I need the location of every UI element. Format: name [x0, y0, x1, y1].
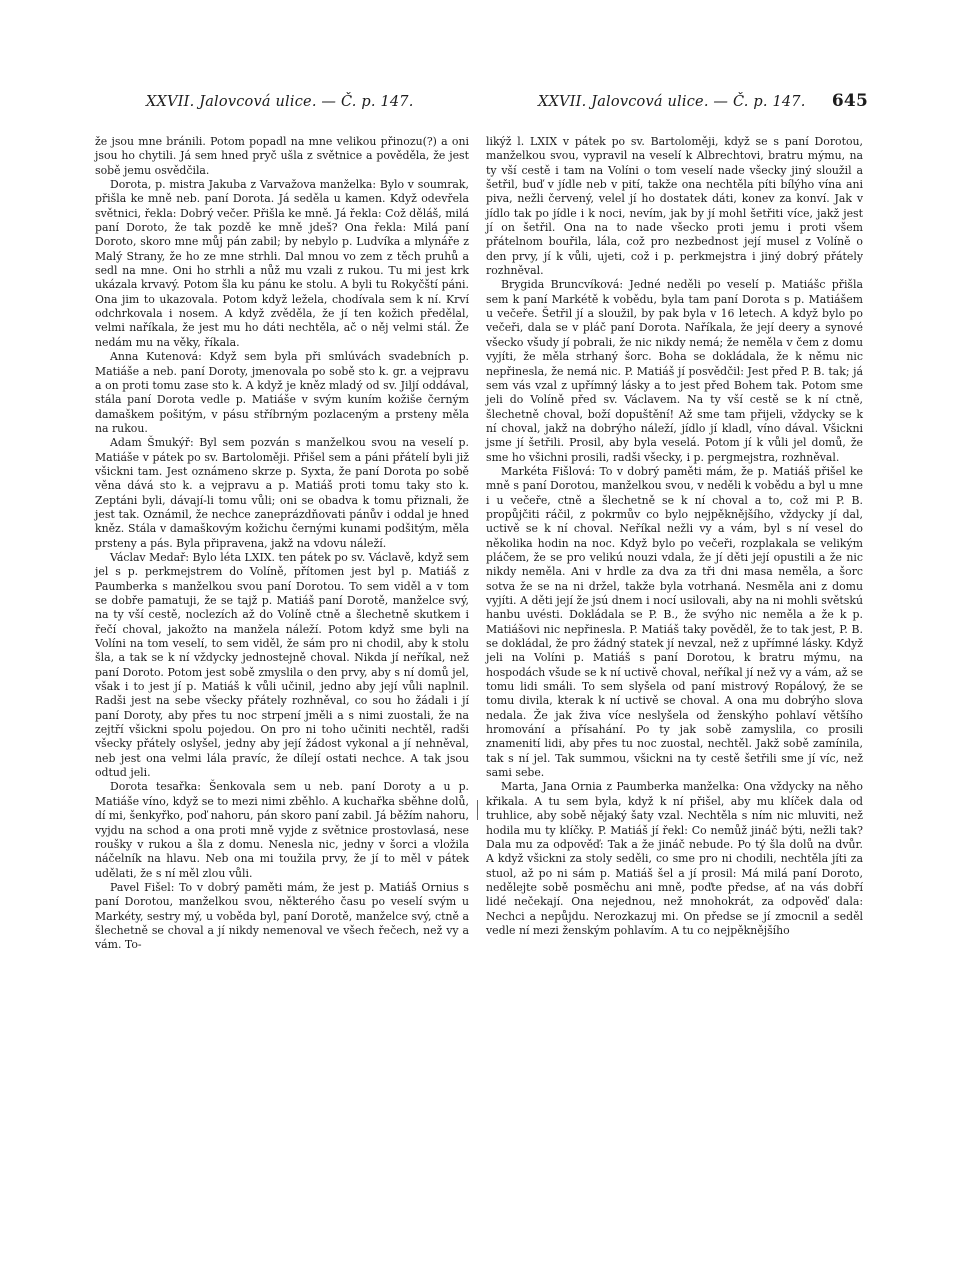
header-title-left: XXVII. Jalovcová ulice. — Č. p. 147. — [146, 94, 414, 110]
page-number: 645 — [831, 91, 868, 111]
paragraph: Václav Medař: Bylo léta LXIX. ten pátek po sv. Václavě, když sem jel s p. perkmejstrem do Volíně, přítomen jest byl p. Matiáš z Paumberka s manželkou svou paní Dorotou. To sem viděl a v tom se dobře pamatuji, že se tajž p. Matiáš paní Dorotě, manželce svý, na ty vší cestě, noclezích až do Volíně ctně a šlechetně skutkem i řečí choval, jakožto na manžela náleží. Potom když sme byli na Volíni na tom veselí, to sem viděl, že sám pro ni chodil, aby k stolu šla, a tak se k ní vždycky jednostejně choval. Nikda jí neříkal, než paní Doroto. Potom jest sobě zmyslila o den prvy, aby s ní domů jel, však i to jest jí p. Matiáš k vůli učinil, jedno aby její vůli naplnil. Radši jest na sebe všecky přátely rozhněval, co sou ho žádali i jí paní Doroty, aby přes tu noc strpení jměli a s nimi zuostali, že na zejtří všickni spolu pojedou. On pro ni toho učiniti nechtěl, radši všecky přátely oslyšel, jedny aby její žádost vykonal a jí nehněval, neb jest ona velmi lála pravíc, že dílejí ostati nechce. A tak jsou odtud jeli. — [95, 550, 469, 780]
paragraph: likýž l. LXIX v pátek po sv. Bartoloměji, když se s paní Dorotou, manželkou svou, vypravil na veselí k Albrechtovi, bratru mýmu, na ty vší cestě i tam na Volíni o tom veselí nade všecky jiný sloužil a šetřil, buď v jídle neb v pití, takže ona nechtěla píti bílýho vína ani piva, nežli červený, velel jí ho dostatek dáti, konev za konví. Jak v jídlo tak po jídle i k noci, nevím, jak by jí mohl šetřiti více, jakž jest jí on šetřil. Ona na to nade všecko proti jemu i proti všem přátelnom bouřila, lála, což pro nezbednost její musel z Volíně o den prvy, jí k vůli, ujeti, což i p. perkmejstra i jiný dobrý přátely rozhněval. — [486, 135, 863, 278]
paragraph: Adam Šmukýř: Byl sem pozván s manželkou svou na veselí p. Matiáše v pátek po sv. Bartoloměji. Přišel sem a páni přátelí byli již všickni tam. Jest oznámeno skrze p. Syxta, že paní Dorota po sobě věna dává sto k. a vejpravu a p. Matiáš proti tomu taky sto k. Zeptáni byli, dávají-li tomu vůli; oni se obadva k tomu přiznali, že jest tak. Oznámil, že nechce zaneprázdňovati pánův i oddal je hned kněz. Stála v damaškovým kožichu černými kunami podšitým, měla prsteny a pás. Byla připravena, jakž na vdovu náleží. — [95, 436, 469, 550]
paragraph: Pavel Fišel: To v dobrý paměti mám, že jest p. Matiáš Ornius s paní Dorotou, manželkou svou, některého času po veselí svým u Markéty, sestry mý, u voběda byl, paní Dorotě, manželce svý, ctně a šlechetně se choval a jí nikdy nemenoval ve všech řečech, než vy a vám. To- — [95, 880, 469, 952]
running-header-right — [538, 91, 868, 116]
column-divider — [477, 800, 478, 820]
paragraph: že jsou mne bránili. Potom popadl na mne velikou přinozu(?) a oni jsou ho chytili. Já sem hned pryč ušla z světnice a pověděla, že jest sobě jemu osvědčila. — [95, 135, 469, 177]
paragraph: Marta, Jana Ornia z Paumberka manželka: Ona vždycky na něho křikala. A tu sem byla, když k ní přišel, aby mu klíček dala od truhlice, aby sobě nějaký šaty vzal. Nechtěla s ním nic mluviti, než hodila mu ty klíčky. P. Matiáš jí řekl: Co nemůž jináč býti, nežli tak? Dala mu za odpověď: Tak a že jináč nebude. Po tý šla dolů na dvůr. A když všickni za stoly seděli, co sme pro ni chodili, nechtěla jíti za stuol, až po ni sám p. Matiáš šel a jí prosil: Má milá paní Doroto, nedělejte sobě posměchu ani mně, poďte předse, ať na vás dobří lidé nečekají. Ona nejednou, než mnohokrát, za odpověď dala: Nechci a nepůjdu. Nerozkazuj mi. On předse se jí zmocnil a seděl vedle ní mezi ženským pohlavím. A tu co nejpěknějšího — [486, 780, 863, 937]
running-header-left — [146, 94, 426, 116]
paragraph: Dorota, p. mistra Jakuba z Varvažova manželka: Bylo v soumrak, přišla ke mně neb. paní Dorota. Já seděla u kamen. Když odevřela světnici, řekla: Dobrý večer. Přišla ke mně. Já řekla: Což děláš, milá paní Doroto, že tak pozdě ke mně jdeš? Ona řekla: Milá paní Doroto, skoro mne můj pán zabil; by nebylo p. Ludvíka a mlynáře z Malý Strany, že ho ze mne strhli. Dal mnou vo zem z těch pruhů a sedl na mne. Oni ho strhli a nůž mu vzali z rukou. Tu mi jest krk ukázala krvavý. Potom šla ku pánu ke stolu. A byli tu Rokyčští páni. Ona jim to ukazovala. Potom když ležela, chodívala sem k ní. Krví odchrkovala i nosem. A když zvěděla, že jí ten kožich předělal, velmi naříkala, že jest mu ho dáti nechtěla, ač o něj velmi stál. Že nedám mu na věky, říkala. — [95, 178, 469, 349]
right-column — [486, 135, 863, 938]
left-column — [95, 135, 469, 953]
paragraph: Markéta Fišlová: To v dobrý paměti mám, že p. Matiáš přišel ke mně s paní Dorotou, manželkou svou, v neděli k vobědu a byl u mne i u večeře, ctně a šlechetně se k ní choval a to, což mi P. B. propůjčiti ráčil, z pokrmův co bylo nejpěknějšího, vždycky jí dal, uctivě se k ní choval. Neříkal nežli vy a vám, byl s ní vesel do několika hodin na noc. Když bylo po večeři, rozplakala se velikým pláčem, že se pro velikú nouzi vdala, že jí děti její opustili a že nic nikdy neměla. Ani v hrdle za dva za tři dni masa neměla, a šorc sotva že se na ni držel, takže byla votrhaná. Nesměla ani z domu vyjíti. A děti její že jsú dnem i nocí usilovali, aby na ni mohli světskú hanbu uvésti. Dokládala se P. B., že svýho nic neměla a že k p. Matiášovi nic nepřinesla. P. Matiáš taky pověděl, že to tak jest, P. B. se dokládal, že pro žádný statek jí nevzal, než z upřímné lásky. Když jeli na Volíni p. Matiáš s paní Dorotou, k bratru mýmu, na hospodách všude se k ní uctivě choval, neříkal jí než vy a vám, až se tomu lidi smáli. To sem slyšela od paní mistrový Ropálový, že se tomu divila, kterak k ní uctivě se choval. A ona mu dobrýho slova nedala. Že jak živa více neslyšela od ženskýho pohlaví většího hromování a přísahání. Po ty jak sobě zamyslila, co prosili znamenití lidi, aby přes tu noc zuostal, nechtěl. Jakž sobě zamínila, tak s ní jel. Tak summou, všickni na ty cestě šetřili sme jí víc, než sami sebe. — [486, 464, 863, 780]
header-title-right: XXVII. Jalovcová ulice. — Č. p. 147. — [538, 94, 806, 110]
paragraph: Anna Kutenová: Když sem byla při smlúvách svadebních p. Matiáše a neb. paní Doroty, jmenovala po sobě sto k. gr. a vejpravu a on proti tomu zase sto k. A když je kněz mladý od sv. Jiljí oddával, stála paní Dorota vedle p. Matiáše v svým kuním kožiše černým damaškem pošitým, v pásu stříbrným pozlaceným a prsteny měla na rukou. — [95, 350, 469, 435]
paragraph: Dorota tesařka: Šenkovala sem u neb. paní Doroty a u p. Matiáše víno, když se to mezi nimi zběhlo. A kuchařka sběhne dolů, dí mi, šenkyřko, poď nahoru, pán skoro paní zabil. Já běžím nahoru, vyjdu na schod a ona proti mně vyjde z světnice prostovlasá, nese roušky v rukou a šla z domu. Nenesla nic, jedny v šorci a vložila náčelník na hlavu. Neb ona mi toužila prvy, že jí to měl v pátek udělati, že s ní měl zlou vůli. — [95, 780, 469, 880]
paragraph: Brygida Bruncvíková: Jedné neděli po veselí p. Matiášc přišla sem k paní Markétě k vobědu, byla tam paní Dorota s p. Matiášem u večeře. Šetřil jí a sloužil, by pak byla v 16 letech. A když bylo po večeři, dala se v pláč paní Dorota. Naříkala, že její deery a synové všecko všudy jí pobrali, že nic nikdy nemá; že neměla v čem z domu vyjíti, že měla strhaný šorc. Boha se dokládala, že k němu nic nepřinesla, že nemá nic. P. Matiáš jí posvědčil: Jest před P. B. tak; já sem vás vzal z upřímný lásky a to jest před Bohem tak. Potom sme jeli do Volíně před sv. Václavem. Na ty vší cestě se k ní ctně, šlechetně choval, boží dopuštění! Až sme tam přijeli, vždycky se k ní choval, jakž na dobrýho náleží, jídlo jí kladl, víno dával. Všickni jsme jí šetřili. Prosil, aby byla veselá. Potom jí k vůli jel domů, že sme ho všichni prosili, radši všecky, i p. pergmejstra, rozhněval. — [486, 278, 863, 464]
